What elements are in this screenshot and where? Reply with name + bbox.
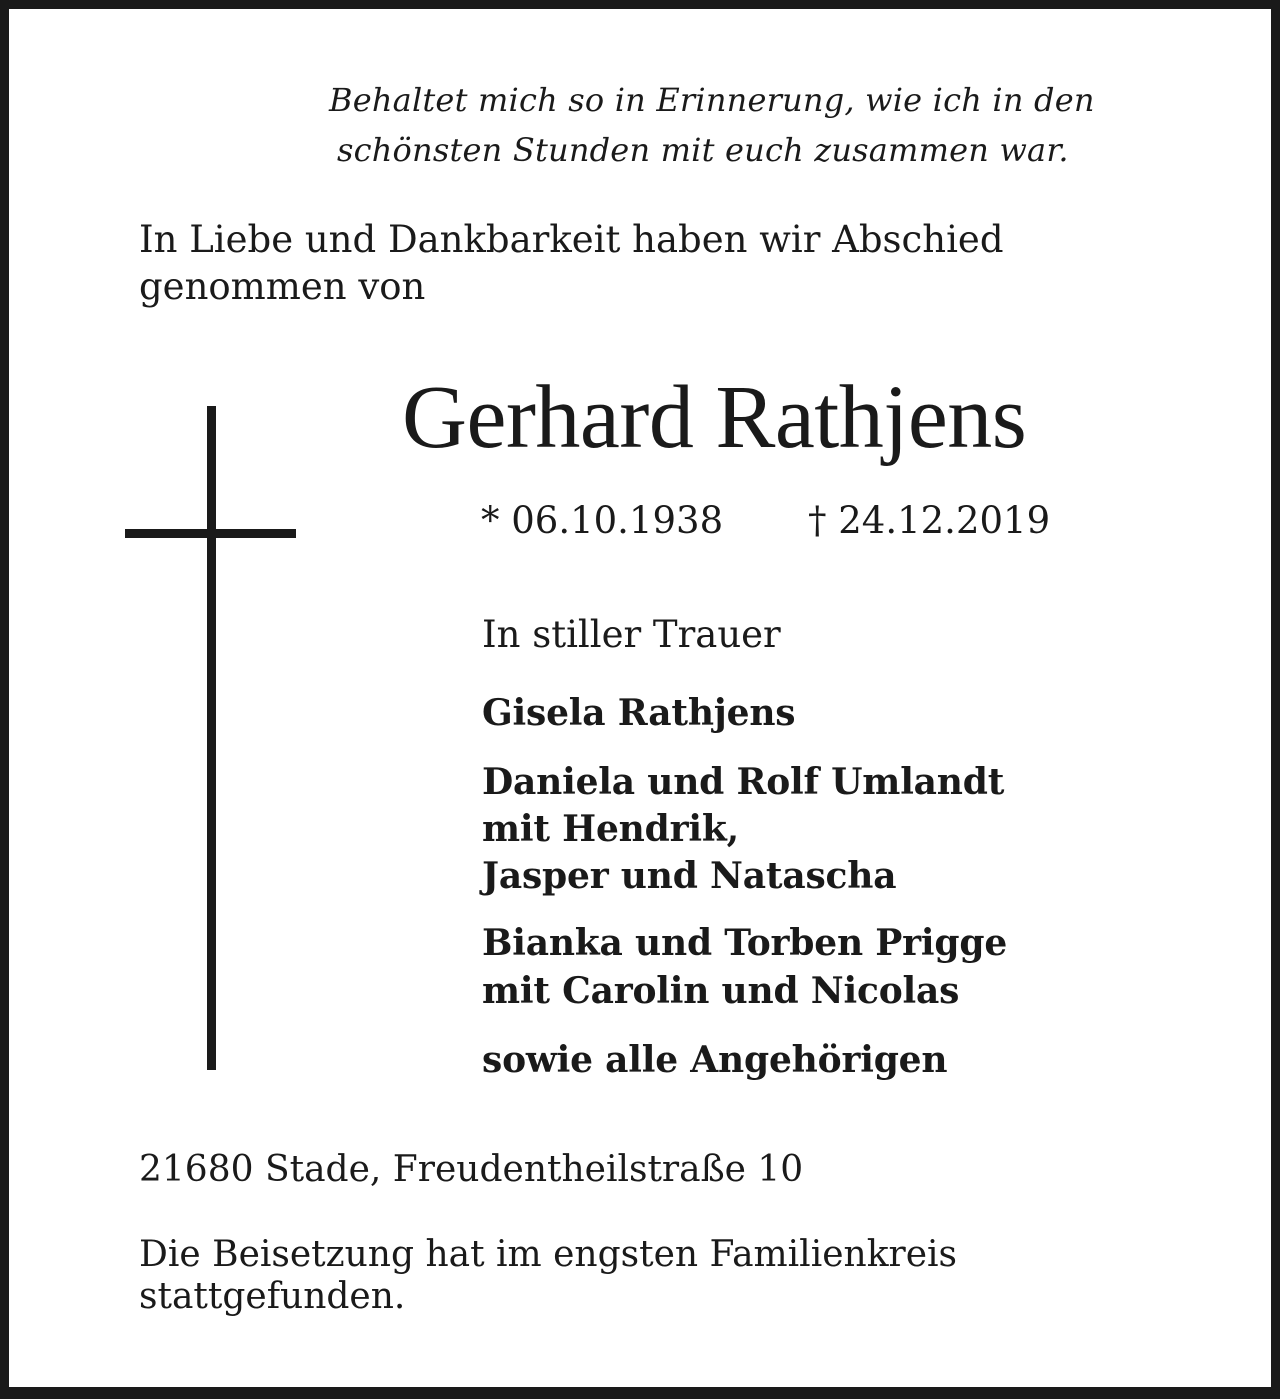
cross-vertical-bar (207, 406, 216, 1070)
family-member-line: Bianka und Torben Prigge (482, 922, 1008, 964)
family-member-line: Gisela Rathjens (482, 692, 796, 734)
burial-note-line-2: stattgefunden. (139, 1276, 406, 1317)
address: 21680 Stade, Freudentheilstraße 10 (139, 1149, 804, 1190)
intro-line-1: In Liebe und Dankbarkeit haben wir Abschied (139, 218, 1004, 261)
deceased-name: Gerhard Rathjens (402, 368, 1027, 467)
family-member-line: mit Hendrik, (482, 808, 739, 850)
family-member-line: Jasper und Natascha (482, 855, 897, 897)
burial-note-line-1: Die Beisetzung hat im engsten Familienkreis (139, 1234, 958, 1275)
birth-date: * 06.10.1938 (481, 499, 724, 542)
family-member-line: mit Carolin und Nicolas (482, 970, 960, 1012)
family-member-line: Daniela und Rolf Umlandt (482, 761, 1005, 803)
quote-line-1: Behaltet mich so in Erinnerung, wie ich in den (329, 81, 1095, 119)
family-member-line: sowie alle Angehörigen (482, 1039, 948, 1081)
mourning-heading: In stiller Trauer (482, 613, 781, 656)
quote-line-2: schönsten Stunden mit euch zusammen war. (337, 131, 1069, 169)
cross-horizontal-bar (125, 529, 296, 538)
intro-line-2: genommen von (139, 265, 426, 308)
death-date: † 24.12.2019 (808, 499, 1051, 542)
